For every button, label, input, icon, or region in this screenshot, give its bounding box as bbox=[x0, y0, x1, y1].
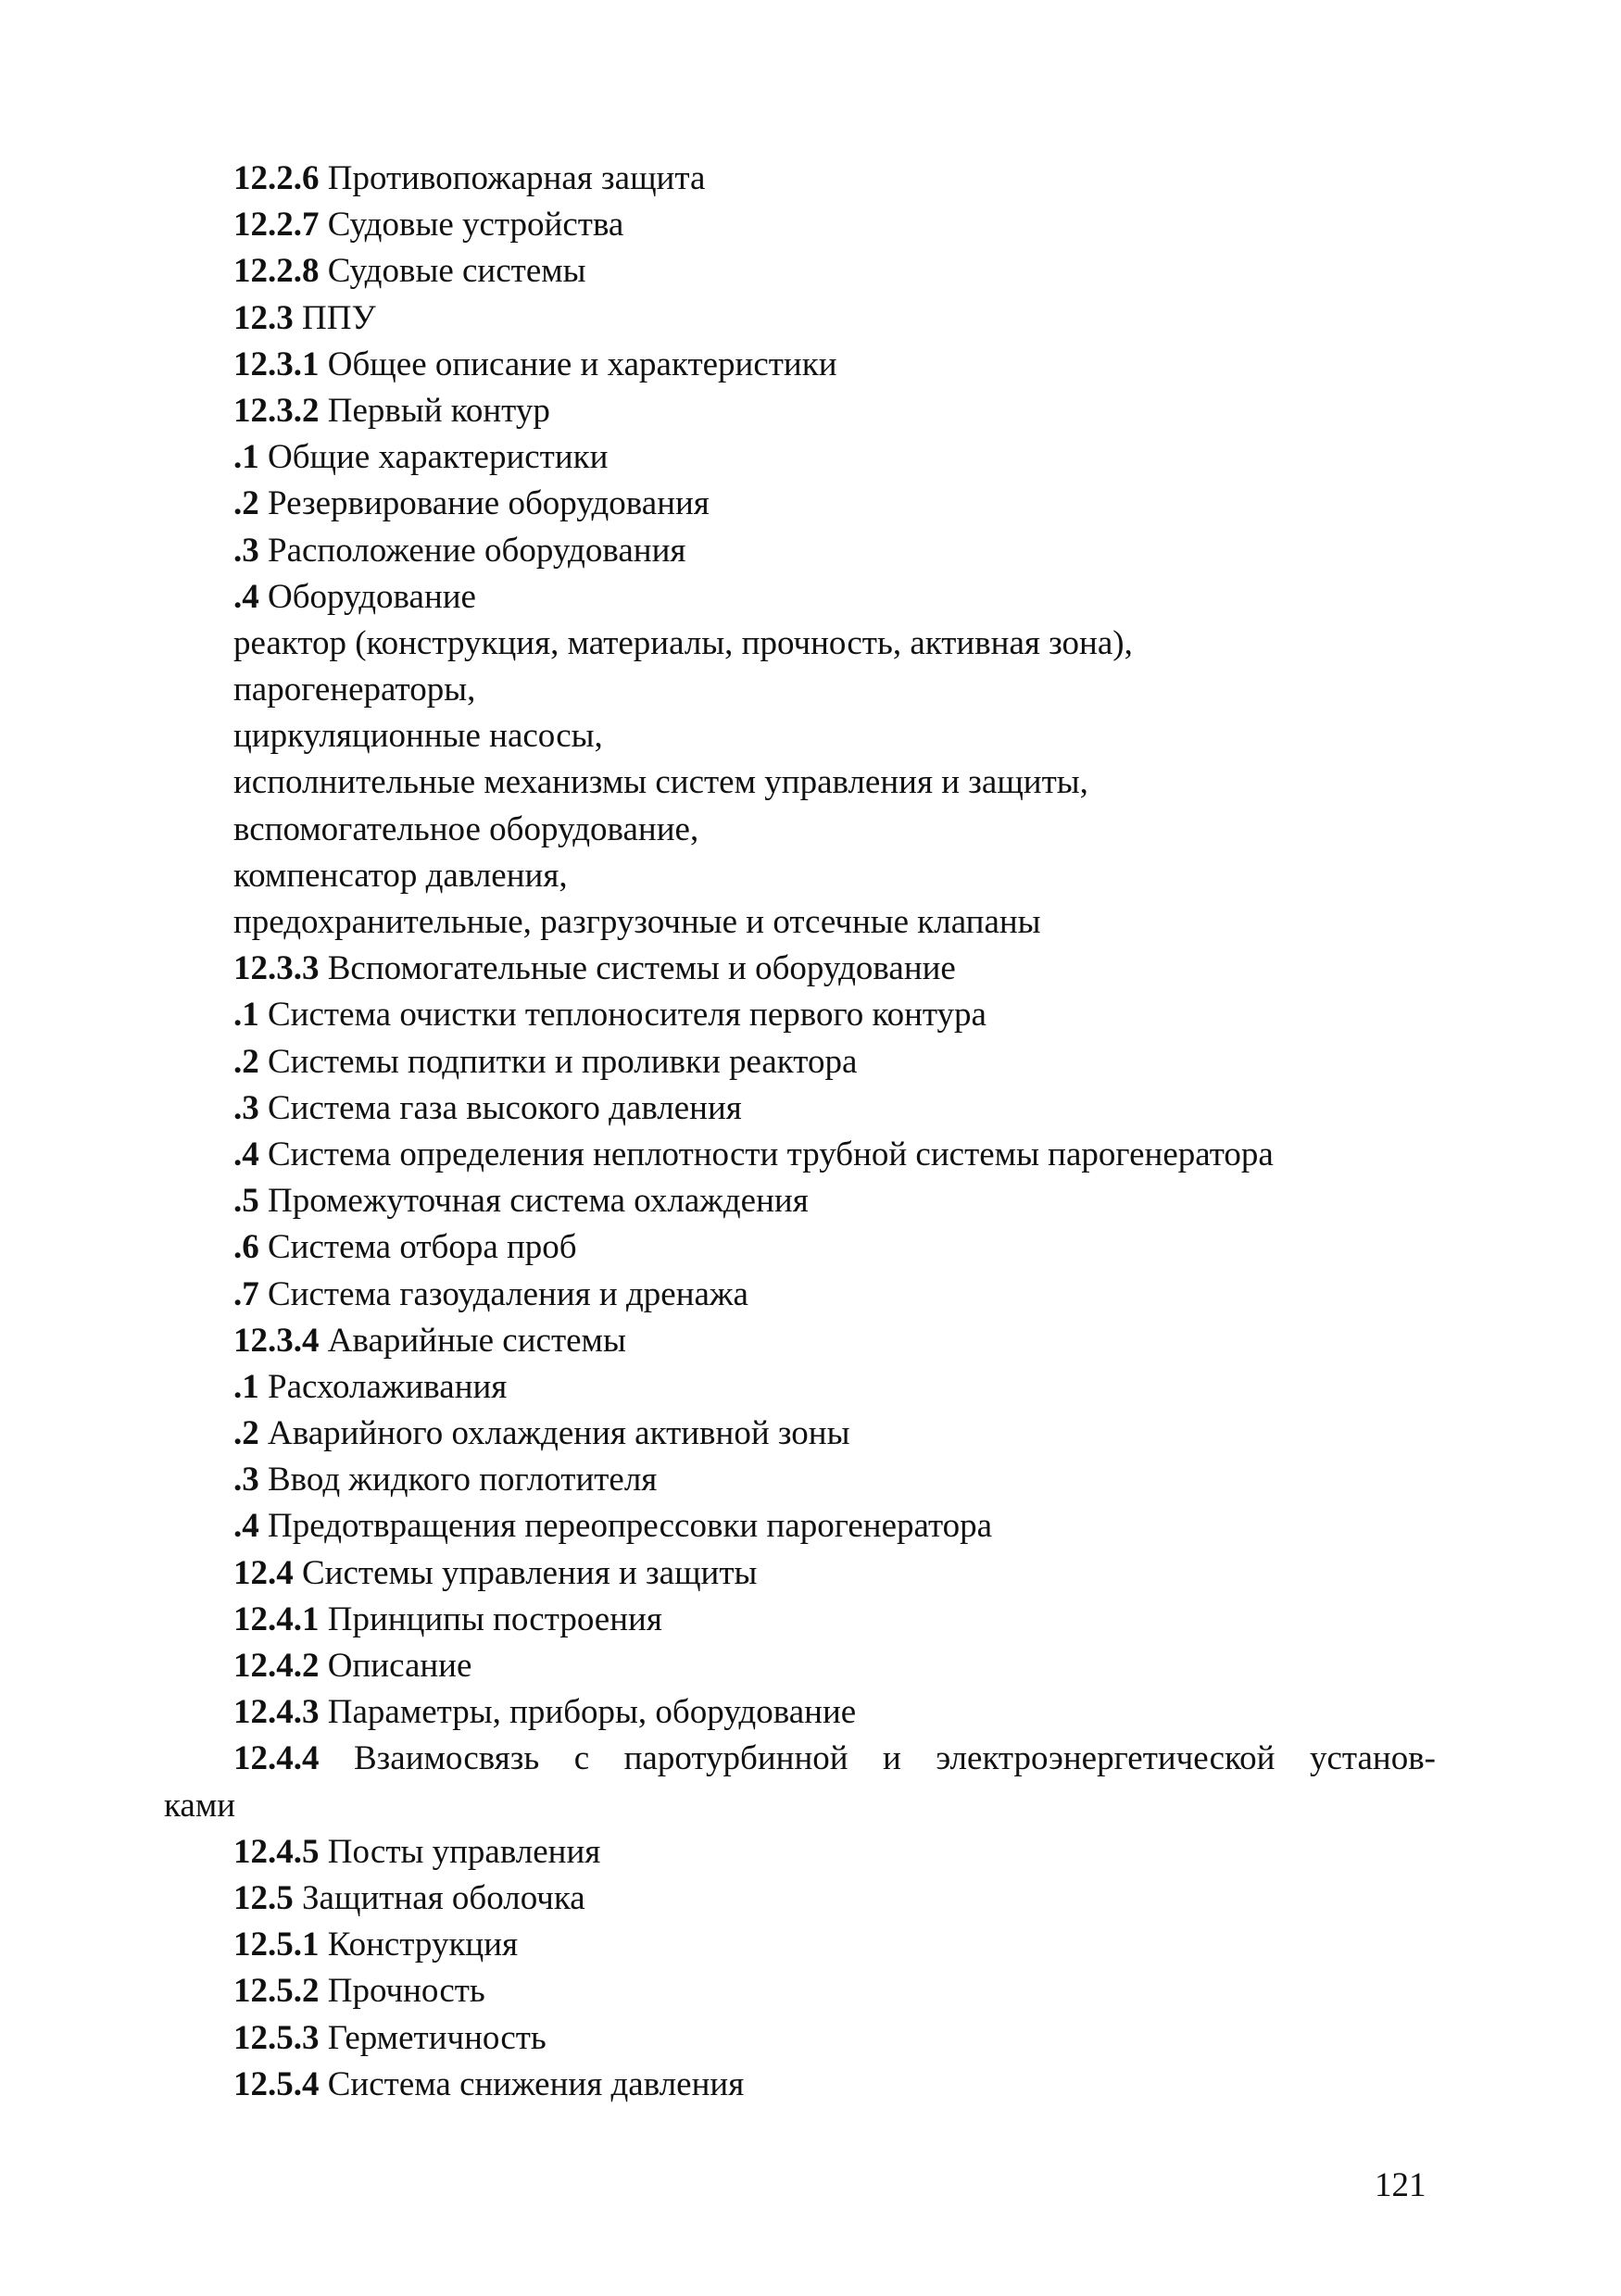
line-text: реактор (конструкция, материалы, прочность, активная зона), bbox=[233, 623, 1133, 662]
line-number: 12.3.4 bbox=[233, 1321, 320, 1360]
list-line-12-4-3 bbox=[0, 1689, 1621, 1736]
line-number: 12.4.1 bbox=[233, 1600, 320, 1638]
line-number: .6 bbox=[233, 1228, 259, 1267]
list-line-12-4-2 bbox=[0, 1643, 1621, 1689]
list-line-12-2-8 bbox=[0, 248, 1621, 295]
line-text: ППУ bbox=[293, 298, 376, 337]
line-text: Вспомогательные системы и оборудование bbox=[319, 949, 956, 988]
list-line-12-4-1 bbox=[0, 1597, 1621, 1643]
list-line-sub-5 bbox=[0, 1178, 1621, 1224]
line-text: Системы подпитки и проливки реактора bbox=[258, 1042, 858, 1081]
line-number: .1 bbox=[233, 996, 259, 1035]
list-line-sub-4 bbox=[0, 1503, 1621, 1549]
line-number: 12.4.2 bbox=[233, 1647, 320, 1685]
line-text: Предотвращения переопрессовки парогенератора bbox=[258, 1507, 993, 1546]
line-number: .2 bbox=[233, 484, 259, 523]
list-line-12-5-1 bbox=[0, 1922, 1621, 1968]
line-text: предохранительные, разгрузочные и отсечные клапаны bbox=[233, 903, 1041, 941]
line-text: вспомогательное оборудование, bbox=[233, 809, 699, 848]
list-line-12-3-3 bbox=[0, 946, 1621, 992]
line-text: Принципы построения bbox=[319, 1600, 662, 1638]
line-number: .1 bbox=[233, 1367, 259, 1406]
list-line-12-5-4 bbox=[0, 2062, 1621, 2108]
line-text: Конструкция bbox=[319, 1926, 519, 1964]
line-number: .4 bbox=[233, 577, 259, 616]
list-line-text bbox=[0, 621, 1621, 667]
line-text: Судовые устройства bbox=[319, 206, 624, 245]
list-line-12-4-4 bbox=[0, 1736, 1436, 1782]
line-number: 12.4.5 bbox=[233, 1832, 320, 1871]
line-number: 12.5.1 bbox=[233, 1926, 320, 1964]
line-number: 12.5 bbox=[233, 1878, 294, 1917]
list-line-sub-4 bbox=[0, 574, 1621, 621]
line-number: 12.4 bbox=[233, 1553, 294, 1592]
line-text: Система снижения давления bbox=[319, 2064, 745, 2103]
line-text: Аварийного охлаждения активной зоны bbox=[258, 1414, 850, 1453]
list-line-12-3-4 bbox=[0, 1318, 1621, 1364]
list-line-sub-2 bbox=[0, 481, 1621, 527]
line-text: Общие характеристики bbox=[258, 438, 609, 477]
list-line-sub-1 bbox=[0, 992, 1621, 1038]
line-number: .4 bbox=[233, 1135, 259, 1173]
line-text: Расположение оборудования bbox=[258, 531, 686, 570]
list-line-12-5 bbox=[0, 1876, 1621, 1922]
page-number: 121 bbox=[1375, 2166, 1426, 2204]
list-line-sub-3 bbox=[0, 528, 1621, 574]
list-line-12-4 bbox=[0, 1550, 1621, 1597]
list-line-12-4-5 bbox=[0, 1829, 1621, 1876]
line-text: парогенераторы, bbox=[233, 671, 476, 709]
line-text: Система очистки теплоносителя первого контура bbox=[258, 996, 986, 1035]
line-text: Система газоудаления и дренажа bbox=[258, 1274, 748, 1313]
line-text: Судовые системы bbox=[319, 252, 586, 291]
line-text: Системы управления и защиты bbox=[293, 1553, 758, 1592]
line-text: Прочность bbox=[319, 1972, 485, 2011]
line-number: 12.5.4 bbox=[233, 2064, 320, 2103]
line-number: .3 bbox=[233, 1461, 259, 1499]
line-text: Расхолаживания bbox=[258, 1367, 508, 1406]
line-number: .7 bbox=[233, 1274, 259, 1313]
line-text: Описание bbox=[319, 1647, 472, 1685]
line-text: Система определения неплотности трубной системы парогенератора bbox=[258, 1135, 1274, 1173]
line-text: Первый контур bbox=[319, 391, 550, 430]
line-text: Промежуточная система охлаждения bbox=[258, 1182, 809, 1221]
list-line-12-3-2 bbox=[0, 388, 1621, 434]
list-line-text bbox=[0, 899, 1621, 946]
line-text: Параметры, приборы, оборудование bbox=[319, 1693, 857, 1732]
line-number: 12.2.8 bbox=[233, 252, 320, 291]
line-number: .3 bbox=[233, 1088, 259, 1127]
line-number: 12.2.7 bbox=[233, 206, 320, 245]
line-text: Оборудование bbox=[258, 577, 476, 616]
line-text: Противопожарная защита bbox=[319, 159, 706, 197]
list-line-12-2-6 bbox=[0, 156, 1621, 202]
line-text: компенсатор давления, bbox=[233, 856, 568, 895]
line-number: 12.3.3 bbox=[233, 949, 320, 988]
line-number: .4 bbox=[233, 1507, 259, 1546]
list-line-sub-3 bbox=[0, 1085, 1621, 1132]
line-number: 12.3.1 bbox=[233, 345, 320, 383]
contents-list bbox=[0, 156, 1621, 2108]
line-text: Ввод жидкого поглотителя bbox=[258, 1461, 658, 1499]
list-line-continuation bbox=[0, 1783, 1621, 1829]
line-number: 12.4.3 bbox=[233, 1693, 320, 1732]
line-text: Общее описание и характеристики bbox=[319, 345, 837, 383]
line-number: .1 bbox=[233, 438, 259, 477]
list-line-sub-6 bbox=[0, 1224, 1621, 1271]
list-line-text bbox=[0, 807, 1621, 853]
list-line-sub-2 bbox=[0, 1411, 1621, 1457]
list-line-12-3-1 bbox=[0, 342, 1621, 388]
line-text: Посты управления bbox=[319, 1832, 601, 1871]
list-line-12-5-2 bbox=[0, 1968, 1621, 2014]
line-text: циркуляционные насосы, bbox=[233, 717, 603, 756]
list-line-sub-1 bbox=[0, 434, 1621, 481]
line-text: Система газа высокого давления bbox=[258, 1088, 742, 1127]
list-line-text bbox=[0, 759, 1621, 806]
line-number: .2 bbox=[233, 1042, 259, 1081]
list-line-12-5-3 bbox=[0, 2015, 1621, 2062]
line-number: 12.5.2 bbox=[233, 1972, 320, 2011]
list-line-sub-1 bbox=[0, 1364, 1621, 1411]
list-line-12-2-7 bbox=[0, 202, 1621, 248]
line-text: исполнительные механизмы систем управления и защиты, bbox=[233, 763, 1088, 802]
line-number: 12.3 bbox=[233, 298, 294, 337]
list-line-text bbox=[0, 667, 1621, 713]
line-number: 12.3.2 bbox=[233, 391, 320, 430]
line-text: Аварийные системы bbox=[319, 1321, 626, 1360]
list-line-sub-2 bbox=[0, 1039, 1621, 1085]
line-number: 12.2.6 bbox=[233, 159, 320, 197]
line-number: 12.4.4 bbox=[233, 1739, 320, 1778]
list-line-sub-4 bbox=[0, 1132, 1621, 1178]
list-line-text bbox=[0, 713, 1621, 759]
list-line-text bbox=[0, 853, 1621, 899]
line-text: Резервирование оборудования bbox=[258, 484, 710, 523]
list-line-sub-7 bbox=[0, 1272, 1621, 1318]
line-text: Взаимосвязь с паротурбинной и электроэнергетической установ- bbox=[319, 1739, 1436, 1778]
list-line-12-3 bbox=[0, 295, 1621, 342]
line-text: Герметичность bbox=[319, 2018, 547, 2057]
list-line-sub-3 bbox=[0, 1457, 1621, 1503]
line-number: .3 bbox=[233, 531, 259, 570]
line-number: .2 bbox=[233, 1414, 259, 1453]
line-text: Защитная оболочка bbox=[293, 1878, 585, 1917]
line-text: ками bbox=[164, 1786, 236, 1825]
line-text: Система отбора проб bbox=[258, 1228, 577, 1267]
line-number: 12.5.3 bbox=[233, 2018, 320, 2057]
line-number: .5 bbox=[233, 1182, 259, 1221]
